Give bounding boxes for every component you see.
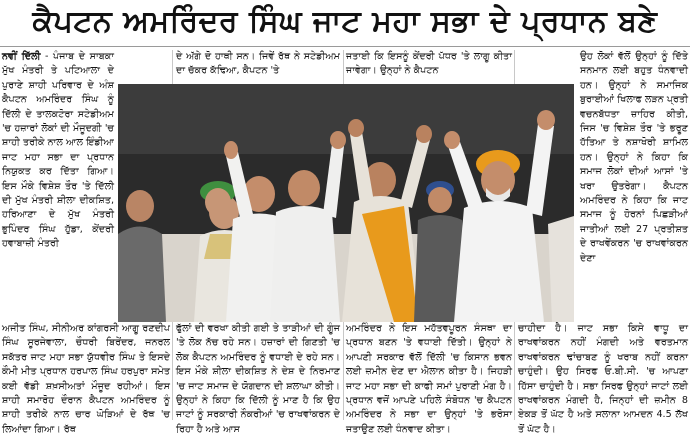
column-divider [343,50,344,84]
article-text-col1-bottom: ਅਜੀਤ ਸਿੰਘ, ਸੀਨੀਅਰ ਕਾਂਗਰਸੀ ਆਗੂ ਰਣਦੀਪ ਸਿੰਘ ਸੂਰਜੇਵਾਲਾ, ਚੌਧਰੀ ਬਿਰੇਂਦਰ, ਜਨਰਲ ਸਕੱਤਰ ਜਾਟ ਮਹਾ ਸਭਾ ਯੁੱਧਵੀਰ ਸਿੰਘ ਤੇ ਇਸਦੇ ਕੌਮੀ ਮੀਤ ਪ੍ਰਧਾਨ ਹਰਪਾਲ ਸਿੰਘ ਹਰਪੁਰਾ ਸਮੇਤ ਕਈ ਵੱਡੀ ਸ਼ਖ਼ਸੀਅਤਾਂ ਮੌਜੂਦ ਰਹੀਆਂ। ਇਸ ਸ਼ਾਹੀ ਸਮਾਰੋਹ ਦੌਰਾਨ ਕੈਪਟਨ ਅਮਰਿੰਦਰ ਨੂੰ ਸ਼ਾਹੀ ਤਰੀਕੇ ਨਾਲ ਚਾਰ ਘੋੜਿਆਂ ਦੇ ਰੱਥ 'ਚ ਲਿਆਂਦਾ ਗਿਆ। ਰੱਥ [2,323,170,435]
article-column-4-bottom [518,322,688,435]
article-text-col4-bottom: ਚਾਹੀਦਾ ਹੈ। ਜਾਟ ਸਭਾ ਕਿਸੇ ਵਾਧੂ ਦਾ ਰਾਖਵਾਂਕਰਨ ਨਹੀਂ ਮੰਗਦੀ ਅਤੇ ਵਰਤਮਾਨ ਰਾਖਵਾਂਕਰਨ ਢਾਂਚਾਬਣ ਨੂੰ ਖਰਾਬ ਨਹੀਂ ਕਰਨਾ ਚਾਹੁੰਦੀ। ਉਹ ਸਿਰਫ ਓ.ਬੀ.ਸੀ. 'ਚ ਆਪਣਾ ਹਿੱਸਾ ਚਾਹੁੰਦੀ ਹੈ। ਸਭਾ ਸਿਰਫ ਉਨ੍ਹਾਂ ਜਾਟਾਂ ਲਈ ਰਾਖਵਾਂਕਰਨ ਮੰਗਦੀ ਹੈ, ਜਿਨ੍ਹਾਂ ਦੀ ਜ਼ਮੀਨ 8 ਏਕੜ ਤੋਂ ਘੱਟ ਹੈ ਅਤੇ ਸਲਾਨਾ ਆਮਦਨ 4.5 ਲੱਖ ਤੋਂ ਘੱਟ ਹੈ। [518,323,688,435]
article-column-2-bottom [176,322,340,435]
article-column-3-bottom [346,322,512,435]
group-photo-raised-hands-icon [118,84,574,322]
article-text-col3-top: ਜਤਾਈ ਕਿ ਇਸਨੂੰ ਕੇਂਦਰੀ ਪੱਧਰ 'ਤੇ ਲਾਗੂ ਕੀਤਾ ਜਾਵੇਗਾ। ਉਨ੍ਹਾਂ ਨੇ ਕੈਪਟਨ [346,51,512,77]
article-column-2-top [176,50,340,82]
headline: ਕੈਪਟਨ ਅਮਰਿੰਦਰ ਸਿੰਘ ਜਾਟ ਮਹਾ ਸਭਾ ਦੇ ਪ੍ਰਧਾਨ ਬਣੇ [32,4,658,39]
article-text-col4: ਉਹ ਲੋਕਾਂ ਵੱਲੋਂ ਉਨ੍ਹਾਂ ਨੂੰ ਦਿੱਤੇ ਸਨਮਾਨ ਲਈ ਬਹੁਤ ਧੰਨਵਾਦੀ ਹਨ। ਉਨ੍ਹਾਂ ਨੇ ਸਮਾਜਿਕ ਬੁਰਾਈਆਂ ਖਿਲਾਫ ਲੜਨ ਪ੍ਰਤੀ ਵਚਨਬੱਧਤਾ ਜ਼ਾਹਿਰ ਕੀਤੀ, ਜਿਸ 'ਚ ਵਿਸ਼ੇਸ਼ ਤੌਰ 'ਤੇ ਭਰੂਣ ਹੱਤਿਆ ਤੇ ਨਸ਼ਾਖੋਰੀ ਸ਼ਾਮਿਲ ਹਨ। ਉਨ੍ਹਾਂ ਨੇ ਕਿਹਾ ਕਿ ਸਮਾਜ ਲੋਕਾਂ ਦੀਆਂ ਆਸਾਂ 'ਤੇ ਖਰਾ ਉਤਰੇਗਾ। ਕੈਪਟਨ ਅਮਰਿੰਦਰ ਨੇ ਕਿਹਾ ਕਿ ਜਾਟ ਸਮਾਜ ਨੂੰ ਹੋਰਨਾਂ ਪਿਛੜੀਆਂ ਜਾਤੀਆਂ ਲਈ 27 ਪ੍ਰਤੀਸ਼ਤ ਦੇ ਰਾਖਵੇਂਕਰਨ 'ਚ ਰਾਖਵਾਂਕਰਨ ਦੇਣਾ [580,51,688,264]
dateline: ਨਵੀਂ ਦਿੱਲੀ [2,51,41,62]
column-divider [514,322,515,420]
article-text-col2-top: ਦੇ ਅੱਗੇ ਦੋ ਹਾਥੀ ਸਨ। ਜਿਵੇਂ ਰੱਥ ਨੇ ਸਟੇਡੀਅਮ ਦਾ ਚੱਕਰ ਕੱਢਿਆ, ਕੈਪਟਨ 'ਤੇ [176,51,340,77]
article-text-col1: - ਪੰਜਾਬ ਦੇ ਸਾਬਕਾ ਮੁੱਖ ਮੰਤਰੀ ਤੇ ਪਟਿਆਲਾ ਦੇ ਪੁਰਾਣੇ ਸ਼ਾਹੀ ਪਰਿਵਾਰ ਦੇ ਅੰਸ਼ ਕੈਪਟਨ ਅਮਰਿੰਦਰ ਸਿੰਘ ਨੂੰ ਦਿੱਲੀ ਦੇ ਤਾਲਕਟੋਰਾ ਸਟੇਡੀਅਮ 'ਚ ਹਜ਼ਾਰਾਂ ਲੋਕਾਂ ਦੀ ਮੌਜੂਦਗੀ 'ਚ ਸ਼ਾਹੀ ਤਰੀਕੇ ਨਾਲ ਆਲ ਇੰਡੀਆ ਜਾਟ ਮਹਾ ਸਭਾ ਦਾ ਪ੍ਰਧਾਨ ਨਿਯੁਕਤ ਕਰ ਦਿੱਤਾ ਗਿਆ। ਇਸ ਮੌਕੇ ਵਿਸ਼ੇਸ਼ ਤੌਰ 'ਤੇ ਦਿੱਲੀ ਦੀ ਮੁੱਖ ਮੰਤਰੀ ਸ਼ੀਲਾ ਦੀਕਸ਼ਿਤ, ਹਰਿਆਣਾ ਦੇ ਮੁੱਖ ਮੰਤਰੀ ਭੁਪਿੰਦਰ ਸਿੰਘ ਹੁੱਡਾ, ਕੇਂਦਰੀ ਹਵਾਬਾਜ਼ੀ ਮੰਤਰੀ [2,51,114,250]
column-divider [514,50,515,84]
article-text-col2-bottom: ਫੁੱਲਾਂ ਦੀ ਵਰਖਾ ਕੀਤੀ ਗਈ ਤੇ ਤਾੜੀਆਂ ਦੀ ਗੂੰਜ 'ਤੇ ਲੋਕ ਨੱਚ ਰਹੇ ਸਨ। ਹਜ਼ਾਰਾਂ ਦੀ ਗਿਣਤੀ 'ਚ ਲੋਕ ਕੈਪਟਨ ਅਮਰਿੰਦਰ ਨੂੰ ਵਧਾਈ ਦੇ ਰਹੇ ਸਨ। ਇਸ ਮੌਕੇ ਸ਼ੀਲਾ ਦੀਕਸ਼ਿਤ ਨੇ ਦੇਸ਼ ਦੇ ਨਿਰਮਾਣ 'ਚ ਜਾਟ ਸਮਾਜ ਦੇ ਯੋਗਦਾਨ ਦੀ ਸ਼ਲਾਘਾ ਕੀਤੀ। ਉਨ੍ਹਾਂ ਨੇ ਕਿਹਾ ਕਿ ਦਿੱਲੀ ਨੂੰ ਮਾਣ ਹੈ ਕਿ ਉਹ ਜਾਟਾਂ ਨੂੰ ਸਰਕਾਰੀ ਨੌਕਰੀਆਂ 'ਚ ਰਾਖਵਾਂਕਰਨ ਦੇ ਰਿਹਾ ਹੈ ਅਤੇ ਆਸ [176,323,340,435]
article-column-3-top [346,50,512,82]
column-divider [172,322,173,420]
column-divider [172,50,173,84]
article-column-4 [580,50,688,322]
article-column-1 [2,50,114,318]
article-column-1-bottom [2,322,170,435]
news-photo [118,84,574,322]
article-text-col3-bottom: ਅਮਰਿੰਦਰ ਨੇ ਇਸ ਮਹੱਤਵਪੂਰਨ ਸੰਸਥਾ ਦਾ ਪ੍ਰਧਾਨ ਬਣਨ 'ਤੇ ਵਧਾਈ ਦਿੱਤੀ। ਉਨ੍ਹਾਂ ਨੇ ਆਪਣੀ ਸਰਕਾਰ ਵੱਲੋਂ ਦਿੱਲੀ 'ਚ ਕਿਸਾਨ ਭਵਨ ਲਈ ਜ਼ਮੀਨ ਦੇਣ ਦਾ ਐਲਾਨ ਕੀਤਾ ਹੈ। ਜਿਹੜੀ ਜਾਟ ਮਹਾ ਸਭਾ ਦੀ ਕਾਫੀ ਸਮਾਂ ਪੁਰਾਣੀ ਮੰਗ ਹੈ। ਪ੍ਰਧਾਨ ਵਜੋਂ ਆਪਣੇ ਪਹਿਲੇ ਸੰਬੋਧਨ 'ਚ ਕੈਪਟਨ ਅਮਰਿੰਦਰ ਨੇ ਸਭਾ ਦਾ ਉਨ੍ਹਾਂ 'ਤੇ ਭਰੋਸਾ ਜਤਾਉਣ ਲਈ ਧੰਨਵਾਦ ਕੀਤਾ। [346,323,512,435]
headline-rule [0,46,690,47]
column-divider [343,322,344,420]
